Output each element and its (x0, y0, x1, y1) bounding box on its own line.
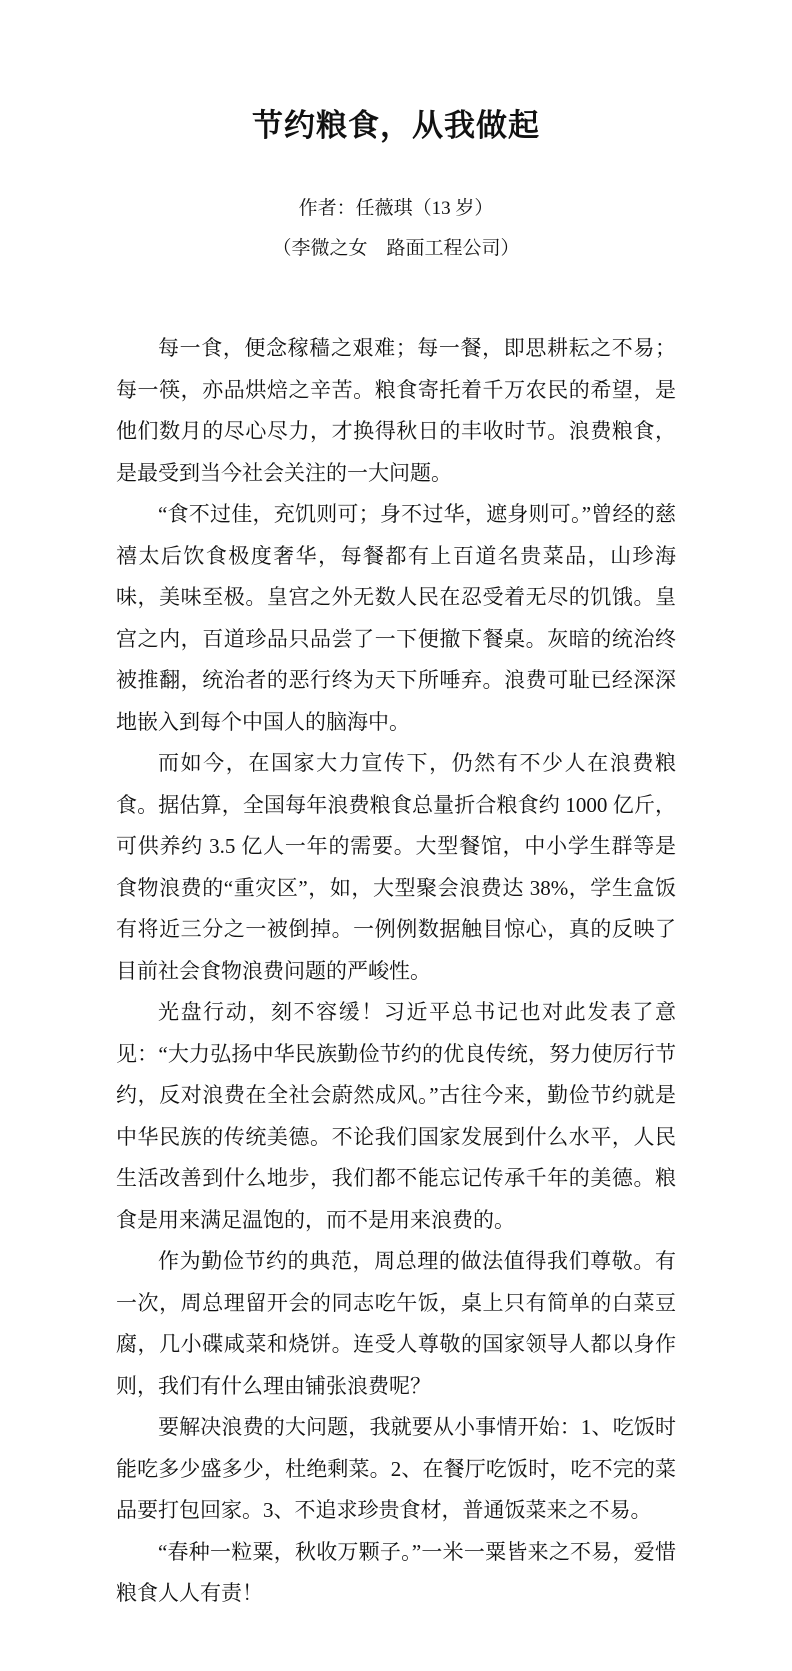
paragraph: 而如今，在国家大力宣传下，仍然有不少人在浪费粮食。据估算，全国每年浪费粮食总量折合粮食约 1000 亿斤，可供养约 3.5 亿人一年的需要。大型餐馆，中小学生群等是食物浪费的“重灾区”，如，大型聚会浪费达 38%，学生盒饭有将近三分之一被倒掉。一例例数据触目惊心，真的反映了目前社会食物浪费问题的严峻性。 (116, 751, 676, 983)
paragraph: 每一食，便念稼穑之艰难；每一餐，即思耕耘之不易；每一筷，亦品烘焙之辛苦。粮食寄托着千万农民的希望，是他们数月的尽心尽力，才换得秋日的丰收时节。浪费粮食，是最受到当今社会关注的一大问题。 (116, 336, 676, 485)
paragraph: “食不过佳，充饥则可；身不过华，遮身则可。”曾经的慈禧太后饮食极度奢华，每餐都有上百道名贵菜品，山珍海味，美味至极。皇宫之外无数人民在忍受着无尽的饥饿。皇宫之内，百道珍品只品尝了一下便撤下餐桌。灰暗的统治终被推翻，统治者的恶行终为天下所唾弃。浪费可耻已经深深地嵌入到每个中国人的脑海中。 (116, 502, 676, 734)
paragraph: 作为勤俭节约的典范，周总理的做法值得我们尊敬。有一次，周总理留开会的同志吃午饭，桌上只有简单的白菜豆腐，几小碟咸菜和烧饼。连受人尊敬的国家领导人都以身作则，我们有什么理由铺张浪费呢？ (116, 1249, 676, 1398)
paragraph: 光盘行动，刻不容缓！习近平总书记也对此发表了意见：“大力弘扬中华民族勤俭节约的优良传统，努力使厉行节约，反对浪费在全社会蔚然成风。”古往今来，勤俭节约就是中华民族的传统美德。不论我们国家发展到什么水平，人民生活改善到什么地步，我们都不能忘记传承千年的美德。粮食是用来满足温饱的，而不是用来浪费的。 (116, 1000, 676, 1232)
affiliation-line: （李微之女 路面工程公司） (272, 238, 520, 259)
document-title: 节约粮食，从我做起 (252, 108, 540, 143)
paragraph: 要解决浪费的大问题，我就要从小事情开始：1、吃饭时能吃多少盛多少，杜绝剩菜。2、在餐厅吃饭时，吃不完的菜品要打包回家。3、不追求珍贵食材，普通饭菜来之不易。 (116, 1415, 676, 1522)
essay-body (116, 328, 676, 1615)
paragraph: “春种一粒粟，秋收万颗子。”一米一粟皆来之不易，爱惜粮食人人有责！ (116, 1539, 676, 1605)
author-line: 作者：任薇琪（13 岁） (298, 198, 494, 219)
